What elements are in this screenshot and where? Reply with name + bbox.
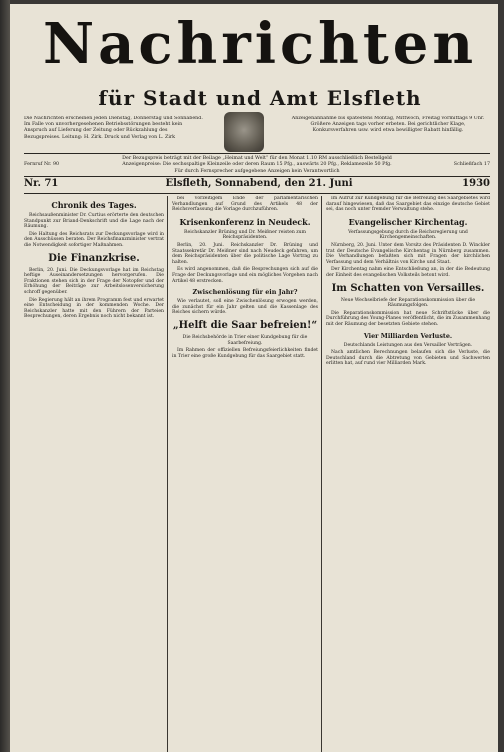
subscription-line-2: Anzeigenpreise: Die sechsspaltige Kleinzeile oder deren Raum 15 Pfg., auswärts 20 Pfg., Reklamezeile 50 Pfg. bbox=[122, 162, 392, 168]
article-headline: „Helft die Saar befreien!“ bbox=[172, 319, 318, 331]
article-headline: Die Finanzkrise. bbox=[48, 252, 140, 264]
article-text: Berlin, 20. Juni. Reichskanzler Dr. Brüning und Staatssekretär Dr. Meißner sind nach Neudeck gefahren, um dem Reichspräsidenten über die politische Lage Vortrag zu halten. bbox=[172, 242, 318, 265]
article-text: Es wird angenommen, daß die Besprechungen sich auf die Frage der Deckungsvorlage und ein mögliches Vorgehen nach Artikel 48 erstrecken. bbox=[172, 267, 318, 284]
page-edge bbox=[0, 0, 10, 752]
publication-info: Die Nachrichten erscheinen jeden Dienstag, Donnerstag und Sonnabend. Im Falle von unvorhergesehenen Betriebsstörungen besteht kein Anspruch auf Lieferung der Zeitung oder Rückzahlung des Bezugspreises. Leitung: H. Zirk. Druck und Verlag von L. Zirk bbox=[24, 116, 203, 140]
article-subheadline: Deutschlands Leistungen aus den Versailler Verträgen. bbox=[343, 342, 473, 348]
subscription-line-3: Für durch Fernsprecher aufgegebene Anzeigen kein Verantwortlich bbox=[174, 168, 340, 174]
masthead-title: Nachrichten bbox=[42, 11, 478, 77]
article-text: Berlin, 20. Juni. Die Deckungsvorlage hat im Reichstag heftige Auseinandersetzungen hervorgerufen. Die Fraktionen stehen sich in der Frage der Notopfer und der Erhöhung der Beiträge zur Arbeitslosenversicherung schroff gegenüber. bbox=[24, 267, 164, 295]
article-headline: Krisenkonferenz in Neudeck. bbox=[179, 216, 311, 227]
article-headline: Vier Milliarden Verluste. bbox=[363, 331, 453, 340]
post-box: Schließfach 17 bbox=[453, 162, 490, 167]
article-text: Im Rahmen der offiziellen Befreiungsfeierlichkeiten findet in Trier eine große Kundgebung für das Saargebiet statt. bbox=[172, 348, 318, 359]
article-headline: Chronik des Tages. bbox=[51, 200, 137, 210]
column-divider bbox=[167, 196, 168, 752]
dateline bbox=[24, 176, 490, 194]
article-text: Nürnberg, 20. Juni. Unter dem Vorsitz des Präsidenten D. Winckler trat der Deutsche Evangelische Kirchentag in Nürnberg zusammen. Die Verhandlungen befaßten sich mit Fragen der kirchlichen Verfassung und dem Verhältnis von Kirche und Staat. bbox=[326, 242, 490, 265]
article-headline: Evangelischer Kirchentag. bbox=[348, 216, 468, 227]
article-text: Im Aufruf zur Kundgebung für die Befreiung des Saargebietes wird darauf hingewiesen, daß das Saargebiet das einzige deutsche Gebiet sei, das noch unter fremder Verwaltung stehe. bbox=[326, 196, 490, 213]
article-subheadline: Verfassungsgebung durch die Reichsregierung und Kirchengemeinschaften. bbox=[348, 229, 468, 241]
article-headline: Im Schatten von Versailles. bbox=[331, 282, 485, 294]
phone-number: Fernruf Nr. 90 bbox=[24, 162, 60, 167]
subscription-info bbox=[24, 156, 490, 175]
masthead bbox=[30, 11, 490, 77]
article-subheadline: Neue Wechselbriefe der Reparationskommission über die Räumungsfolgen. bbox=[340, 297, 476, 309]
article-text: Wie verlautet, soll eine Zwischenlösung erwogen werden, die zunächst für ein Jahr gelten und die Kassenlage des Reiches sichern würde. bbox=[172, 299, 318, 316]
article-text: Die Haltung des Reichsrats zur Deckungsvorlage wird in den Ausschüssen beraten. Der Reichsfinanzminister vertrat die Notwendigkeit sofortiger Maßnahmen. bbox=[24, 231, 164, 248]
column-divider bbox=[321, 196, 322, 752]
rule-top bbox=[24, 153, 490, 154]
subscription-line-1: Der Bezugspreis beträgt mit der Beilage „Heimat und Welt“ für den Monat 1.10 RM ausschließlich Bestellgeld bbox=[122, 156, 392, 161]
issue-date: Elsfleth, Sonnabend, den 21. Juni bbox=[165, 178, 353, 189]
rule-bottom bbox=[24, 193, 490, 194]
article-text: bei vorzeitigem Ende der parlamentarischen Verhandlungen auf Grund des Artikels 48 der Reichsverfassung die Vorlage durchzuführen. bbox=[172, 196, 318, 213]
issue-year: 1930 bbox=[462, 178, 490, 189]
advertising-info: Anzeigenannahme bis spätestens Montag, Mittwoch, Freitag vormittags 9 Uhr. Größere Anzeigen tags vorher erbeten. Bei gerichtlicher Klage, Konkursverfahren usw. wird etwa bewilligter Rabatt hinfällig. bbox=[291, 116, 485, 134]
article-text: Reichsaußenminister Dr. Curtius erörterte den deutschen Standpunkt zur Briand-Denkschrift und die Lage nach der Räumung. bbox=[24, 213, 164, 230]
masthead-subtitle: für Stadt und Amt Elsfleth bbox=[98, 86, 422, 110]
article-text: Die Reparationskommission hat neue Schriftstücke über die Durchführung des Young-Planes veröffentlicht, die im Zusammenhang mit der Räumung der besetzten Gebiete stehen. bbox=[326, 310, 490, 327]
article-text: Nach amtlichen Berechnungen belaufen sich die Verluste, die Deutschland durch die Abtretung von Gebieten und Sachwerten erlitten hat, auf rund vier Milliarden Mark. bbox=[326, 350, 490, 367]
newspaper-page bbox=[10, 4, 498, 752]
article-text: Die Regierung hält an ihrem Programm fest und erwartet eine Entscheidung in der kommenden Woche. Der Reichskanzler hatte mit den Führern der Parteien Besprechungen, deren Ergebnis noch nicht bekannt ist. bbox=[24, 297, 164, 320]
article-text: Der Kirchentag nahm eine Entschließung an, in der die Bedeutung der Einheit des evangelischen Volksteils betont wird. bbox=[326, 267, 490, 278]
issue-number: Nr. 71 bbox=[24, 178, 59, 189]
article-subheadline: Die Reichsbehörde in Trier einer Kundgebung für die Saarbefreiung. bbox=[182, 334, 308, 346]
article-subheadline: Reichskanzler Brüning und Dr. Meißner reisten zum Reichspräsidenten. bbox=[184, 229, 306, 241]
column-1 bbox=[24, 196, 164, 752]
column-3 bbox=[326, 196, 490, 752]
column-2 bbox=[172, 196, 318, 752]
coat-of-arms-icon bbox=[224, 112, 264, 152]
article-headline: Zwischenlösung für ein Jahr? bbox=[192, 288, 298, 297]
